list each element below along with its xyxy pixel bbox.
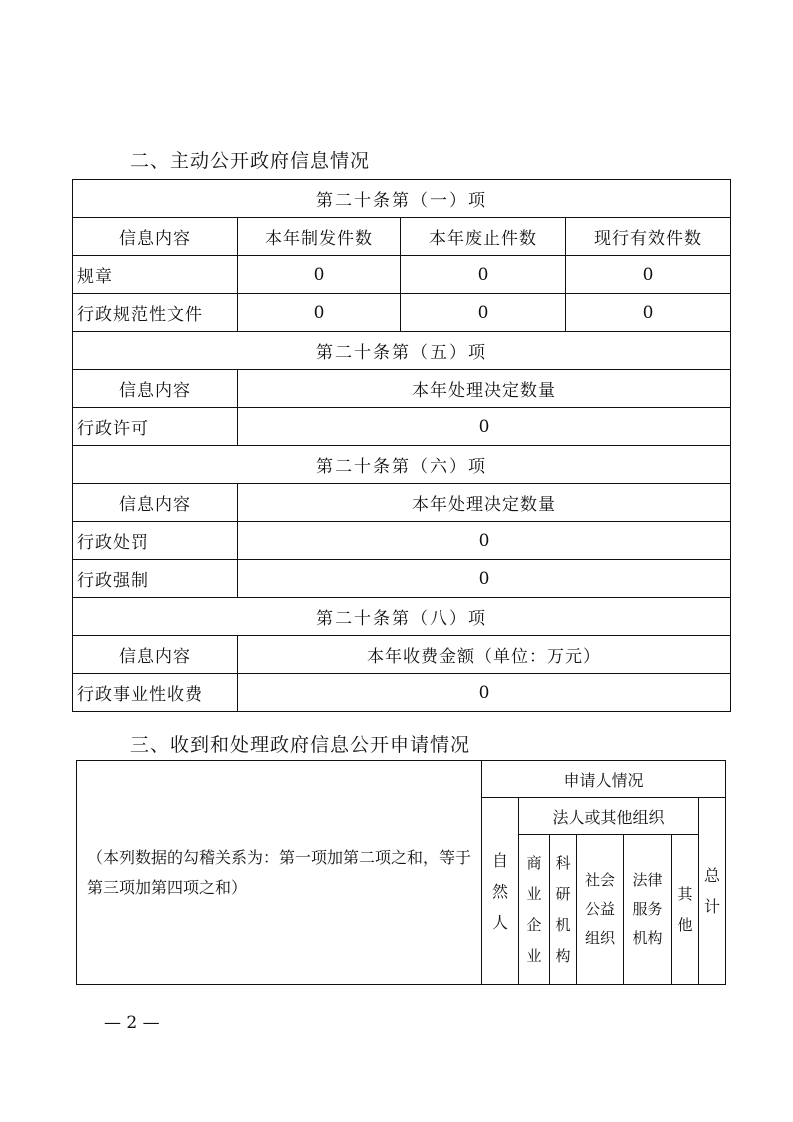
row-label: 行政事业性收费 — [73, 674, 238, 712]
cell-value: 0 — [238, 522, 731, 560]
business-enterprise — [519, 835, 550, 985]
natural-person-label: 自然人 — [491, 850, 508, 932]
legal-service-line1: 法律 — [632, 871, 663, 889]
art20-6-title: 第二十条第（六）项 — [73, 446, 731, 484]
legal-service-org — [624, 835, 672, 985]
header-abolished: 本年废止件数 — [401, 218, 566, 256]
header-valid: 现行有效件数 — [566, 218, 731, 256]
header-decision-count: 本年处理决定数量 — [238, 370, 731, 408]
other-org — [672, 835, 699, 985]
table-row — [73, 408, 731, 446]
legal-service-line2: 服务 — [632, 900, 663, 918]
header-info-content: 信息内容 — [73, 484, 238, 522]
header-fee-amount: 本年收费金额（单位：万元） — [238, 636, 731, 674]
table-row — [73, 674, 731, 712]
header-info-content: 信息内容 — [73, 218, 238, 256]
table-row — [73, 256, 731, 294]
social-welfare-org — [577, 835, 624, 985]
header-decision-count: 本年处理决定数量 — [238, 484, 731, 522]
business-enterprise-label: 商业企业 — [526, 853, 542, 965]
cell-value: 0 — [238, 560, 731, 598]
row-label: 行政规范性文件 — [73, 294, 238, 332]
header-info-content: 信息内容 — [73, 370, 238, 408]
cell-value: 0 — [566, 294, 731, 332]
table-row — [73, 522, 731, 560]
cell-value: 0 — [238, 294, 401, 332]
legal-service-line3: 机构 — [632, 929, 663, 947]
art20-1-title: 第二十条第（一）项 — [73, 180, 731, 218]
social-welfare-line3: 组织 — [584, 929, 615, 947]
table-row — [73, 560, 731, 598]
proactive-disclosure-table — [72, 179, 731, 712]
social-welfare-line2: 公益 — [584, 900, 615, 918]
row-label: 行政许可 — [73, 408, 238, 446]
section-heading-3: 三、收到和处理政府信息公开申请情况 — [130, 734, 471, 756]
cell-value: 0 — [566, 256, 731, 294]
row-label: 行政强制 — [73, 560, 238, 598]
cell-value: 0 — [238, 674, 731, 712]
cell-value: 0 — [401, 256, 566, 294]
cell-value: 0 — [238, 408, 731, 446]
total-label: 总计 — [704, 866, 721, 916]
applicant-header: 申请人情况 — [482, 761, 726, 798]
legal-group-header: 法人或其他组织 — [519, 798, 699, 835]
cell-value: 0 — [401, 294, 566, 332]
research-institution — [550, 835, 577, 985]
total — [699, 798, 726, 985]
research-institution-label: 科研机构 — [555, 853, 571, 965]
page-number: — 2 — — [104, 1013, 160, 1033]
section-heading-2: 二、主动公开政府信息情况 — [130, 150, 371, 172]
art20-8-title: 第二十条第（八）项 — [73, 598, 731, 636]
row-label: 行政处罚 — [73, 522, 238, 560]
natural-person — [482, 798, 519, 985]
table-row — [73, 294, 731, 332]
relation-note: （本列数据的勾稽关系为：第一项加第二项之和，等于第三项加第四项之和） — [77, 761, 482, 985]
header-info-content: 信息内容 — [73, 636, 238, 674]
art20-5-title: 第二十条第（五）项 — [73, 332, 731, 370]
row-label: 规章 — [73, 256, 238, 294]
header-issued: 本年制发件数 — [238, 218, 401, 256]
cell-value: 0 — [238, 256, 401, 294]
other-org-label: 其他 — [677, 884, 693, 934]
application-handling-table — [76, 760, 726, 985]
social-welfare-line1: 社会 — [584, 871, 615, 889]
